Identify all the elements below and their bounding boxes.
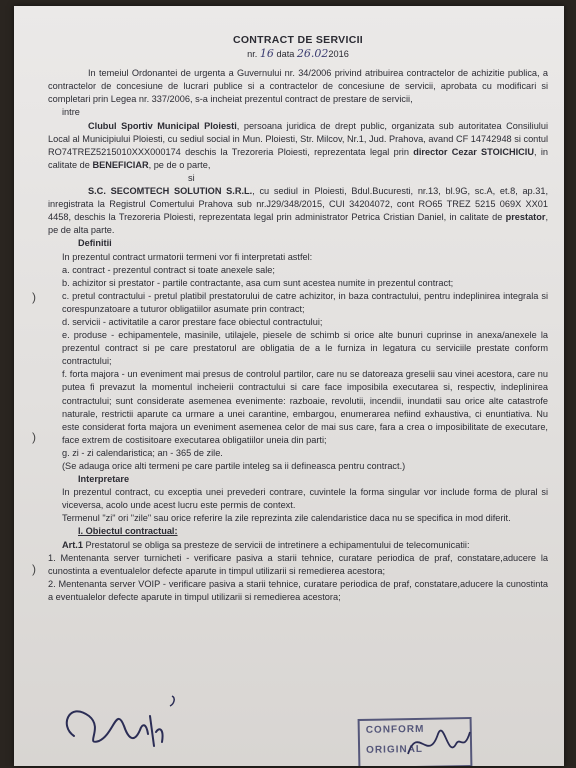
si-line xyxy=(48,172,548,185)
signature-left xyxy=(54,686,194,756)
definitii-note-text: (Se adauga orice alti termeni pe care partile inteleg sa ii defineasca pentru contract.) xyxy=(62,461,406,471)
definition-item xyxy=(48,368,548,447)
party1-text: , persoana juridica de drept public, organizata sub autoritatea Consiliului Local al Municipiului Ploiesti, cu sediul social in Mun. Ploiesti, Str. Milcov, Nr.1, Jud. Prahova, avand CF 14742948 si contul RO74TREZ5215010XXX000174 deschis la Trezoreria Ploiesti, reprezentata legal prin xyxy=(48,120,548,157)
interpretare-text-1: In prezentul contract, cu exceptia unei prevederi contrare, cuvintele la forma singular vor include forma de plural si viceversa, acolo unde acest lucru este permis de context. xyxy=(62,487,548,511)
margin-mark: ) xyxy=(32,562,36,576)
party2-paragraph xyxy=(48,185,548,237)
stamp-line-2: ORIGINAL xyxy=(366,743,424,756)
preamble-paragraph xyxy=(48,67,548,106)
definition-f: f. forta majora - un eveniment mai presus de controlul partilor, care nu se datoreaza greselii sau vinei acestora, care nu putea fi prevazut la momentul incheierii contractului si care face imposibila executarea si, respectiv, indeplinirea contractului; sunt considerate asemenea evenimente: razboaie, revolutii, incendii, inundatii sau orice alte catastrofe naturale, restrictii aparute ca urmare a unei carantine, embargou, enumerarea nefiind exhaustiva, ci enuntiativa. Nu este considerat forta majora un eveniment asemenea celor de mai sus care, fara a crea o imposibilitate de executare, face extrem de costisitoare executarea obligatiilor uneia din parti; xyxy=(62,369,548,445)
document-page xyxy=(14,6,564,766)
obiect-item-2: 2. Mentenanta server VOIP - verificare pasiva a starii tehnice, curatare periodica de praf, constatare,aducere la cunostinta a eventualelor defecte aparute in timpul utilizarii si remedierea acestora; xyxy=(48,578,548,602)
obiect-item xyxy=(48,578,548,604)
intre-text: intre xyxy=(62,107,80,118)
interpretare-paragraph xyxy=(48,512,548,525)
article-1-label: Art.1 xyxy=(62,539,83,550)
interpretare-text-2: Termenul "zi" ori "zile" sau orice referire la zile reprezinta zile calendaristice daca nu se specifica in mod diferit. xyxy=(62,513,511,524)
date-value: 26.02 xyxy=(296,47,329,61)
definition-item xyxy=(48,447,548,460)
party1-end: , pe de o parte, xyxy=(148,159,211,170)
party2-end: , pe de alta parte. xyxy=(48,212,548,236)
nr-value: 16 xyxy=(259,47,274,61)
party1-paragraph xyxy=(48,120,548,172)
intre-line xyxy=(48,106,548,119)
definition-b: b. achizitor si prestator - partile contractante, asa cum sunt acestea numite in prezentul contract; xyxy=(62,277,454,288)
definition-g: g. zi - zi calendaristica; an - 365 de zile. xyxy=(62,447,223,458)
obiect-heading xyxy=(48,525,548,538)
obiect-item xyxy=(48,552,548,578)
year-value: 2016 xyxy=(328,49,349,60)
definition-d: d. servicii - activitatile a caror prestare face obiectul contractului; xyxy=(62,316,323,327)
preamble-text: In temeiul Ordonantei de urgenta a Guvernului nr. 34/2006 privind atribuirea contractelor de achizitie publica, a contractelor de concesiune de lucrari publice si a contractelor de concesiune de servicii, aprobata cu modificari si completari prin Legea nr. 337/2006, s-a incheiat prezentul contract de prestare de servicii, xyxy=(48,68,548,105)
party1-role-prefix: , in calitate de xyxy=(48,146,548,170)
article-1 xyxy=(48,539,548,552)
definition-item xyxy=(48,290,548,316)
stamp-line-1: CONFORM xyxy=(365,723,425,736)
definition-item xyxy=(48,329,548,368)
si-text: si xyxy=(188,172,195,183)
obiect-heading-text: I. Obiectul contractual: xyxy=(78,526,178,537)
obiect-item-1: 1. Mentenanta server turnicheti - verificare pasiva a starii tehnice, curatare periodica de praf, constatare,aducere la cunostinta a eventualelor defecte aparute in timpul utilizarii si remedierea acestora; xyxy=(48,552,548,576)
article-1-text: Prestatorul se obliga sa presteze de servicii de intretinere a echipamentului de telecomunicatii: xyxy=(82,539,470,550)
definitii-heading-text: Definitii xyxy=(78,238,112,249)
stamp-signature xyxy=(398,714,478,766)
definition-a: a. contract - prezentul contract si toate anexele sale; xyxy=(62,264,275,275)
party2-text: , cu sediul in Ploiesti, Bdul.Bucuresti, nr.13, bl.9G, sc.A, et.8, ap.31, inregistrata la Registrul Comertului Prahova sub nr.J29/348/2015, CUI 34204072, cont RO65 TREZ 5215 069X XX01 4458, deschis la Trezoreria Ploiesti, reprezentata legal prin administrator Petrica Cristian Daniel, in calitate de xyxy=(48,186,548,223)
party1-representative: director Cezar STOICHICIU xyxy=(413,146,534,157)
definitii-intro-text: In prezentul contract urmatorii termeni vor fi interpretati astfel: xyxy=(62,251,313,262)
margin-mark: ) xyxy=(32,430,36,444)
definitii-heading xyxy=(48,237,548,250)
interpretare-heading xyxy=(48,473,548,486)
interpretare-heading-text: Interpretare xyxy=(78,474,130,485)
definitii-note xyxy=(48,460,548,473)
nr-label: nr. xyxy=(247,49,258,60)
party2-role: prestator xyxy=(505,212,546,223)
definition-item xyxy=(48,277,548,290)
definitii-intro xyxy=(48,251,548,264)
definition-c: c. pretul contractului - pretul platibil prestatorului de catre achizitor, in baza contractului, pentru indeplinirea integrala si corespunzatoare a tuturor obligatiilor asumate prin contract; xyxy=(62,290,548,314)
party2-name: S.C. SECOMTECH SOLUTION S.R.L. xyxy=(88,186,253,197)
contract-body xyxy=(48,34,548,604)
contract-number-line xyxy=(48,47,548,61)
contract-title xyxy=(48,34,548,47)
definition-item xyxy=(48,316,548,329)
date-label: data xyxy=(276,49,295,60)
margin-mark: ) xyxy=(32,290,36,304)
interpretare-paragraph xyxy=(48,486,548,512)
definition-item xyxy=(48,264,548,277)
party1-name: Clubul Sportiv Municipal Ploiesti xyxy=(88,120,237,131)
definition-e: e. produse - echipamentele, masinile, utilajele, piesele de schimb si orice alte bunuri cuprinse in anexa/anexele la prezentul contract si pe care prestatorul are obligatia de a le furniza in legatura cu serviciile prestate conform contractului; xyxy=(62,330,548,367)
party1-role: BENEFICIAR xyxy=(92,159,149,170)
title-text: CONTRACT DE SERVICII xyxy=(232,34,364,46)
